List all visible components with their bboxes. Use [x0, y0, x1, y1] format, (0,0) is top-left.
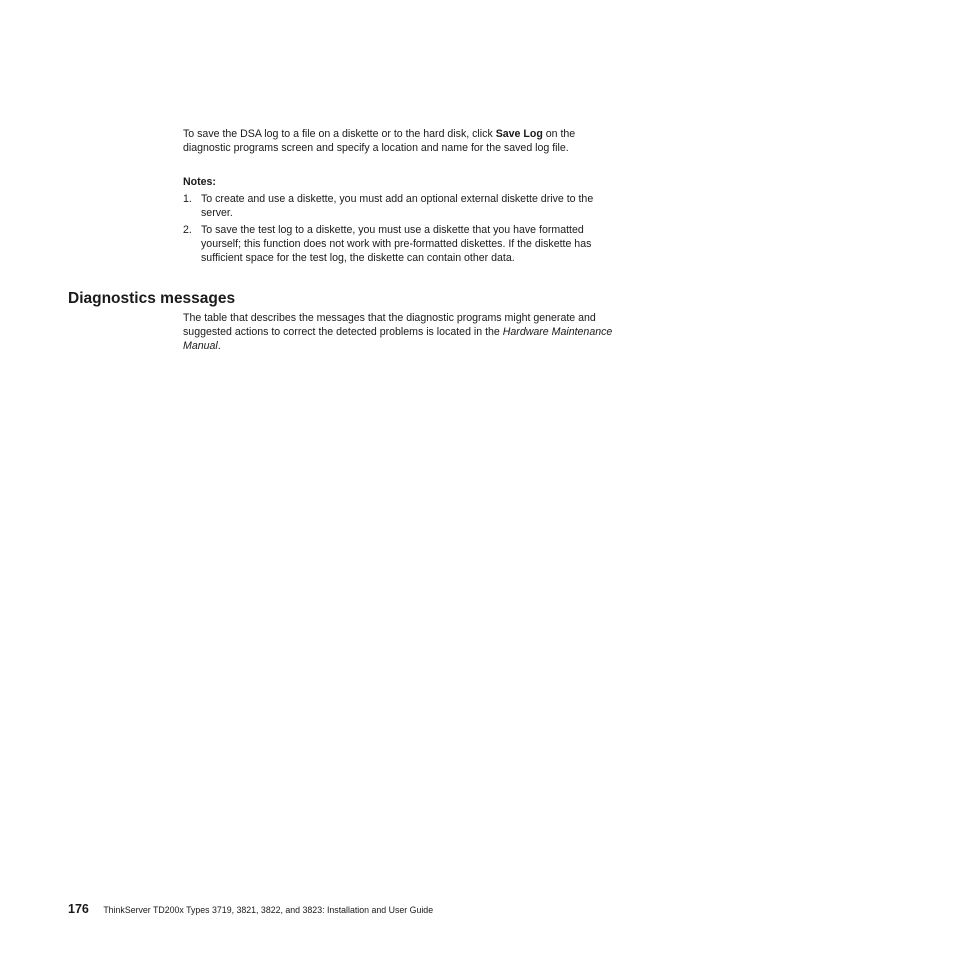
note-item	[183, 223, 615, 265]
notes-heading: Notes:	[183, 176, 216, 188]
section-paragraph	[183, 311, 615, 353]
page-footer	[68, 900, 433, 918]
note-item	[183, 192, 615, 220]
note-number: 2.	[183, 224, 192, 236]
manual-title: Hardware Maintenance Manual	[183, 326, 613, 352]
section-text-before: The table that describes the messages that the diagnostic programs might generate and suggested actions to correct the detected problems is located in the	[183, 312, 596, 338]
note-number: 1.	[183, 193, 192, 205]
notes-list	[183, 192, 615, 268]
intro-paragraph	[183, 127, 615, 155]
page-number: 176	[68, 902, 89, 916]
note-text: To create and use a diskette, you must add an optional external diskette drive to the server.	[201, 193, 594, 219]
intro-text-after: on the diagnostic programs screen and specify a location and name for the saved log file.	[183, 128, 576, 154]
section-text-after: .	[217, 340, 221, 352]
save-log-term: Save Log	[495, 128, 543, 140]
note-text: To save the test log to a diskette, you must use a diskette that you have formatted yourself; this function does not work with pre-formatted diskettes. If the diskette has sufficient space for the test log, the diskette can contain other data.	[201, 224, 592, 264]
intro-text-before: To save the DSA log to a file on a diskette or to the hard disk, click	[183, 128, 496, 140]
section-heading: Diagnostics messages	[68, 290, 236, 307]
footer-title: ThinkServer TD200x Types 3719, 3821, 3822, and 3823: Installation and User Guide	[103, 905, 434, 915]
